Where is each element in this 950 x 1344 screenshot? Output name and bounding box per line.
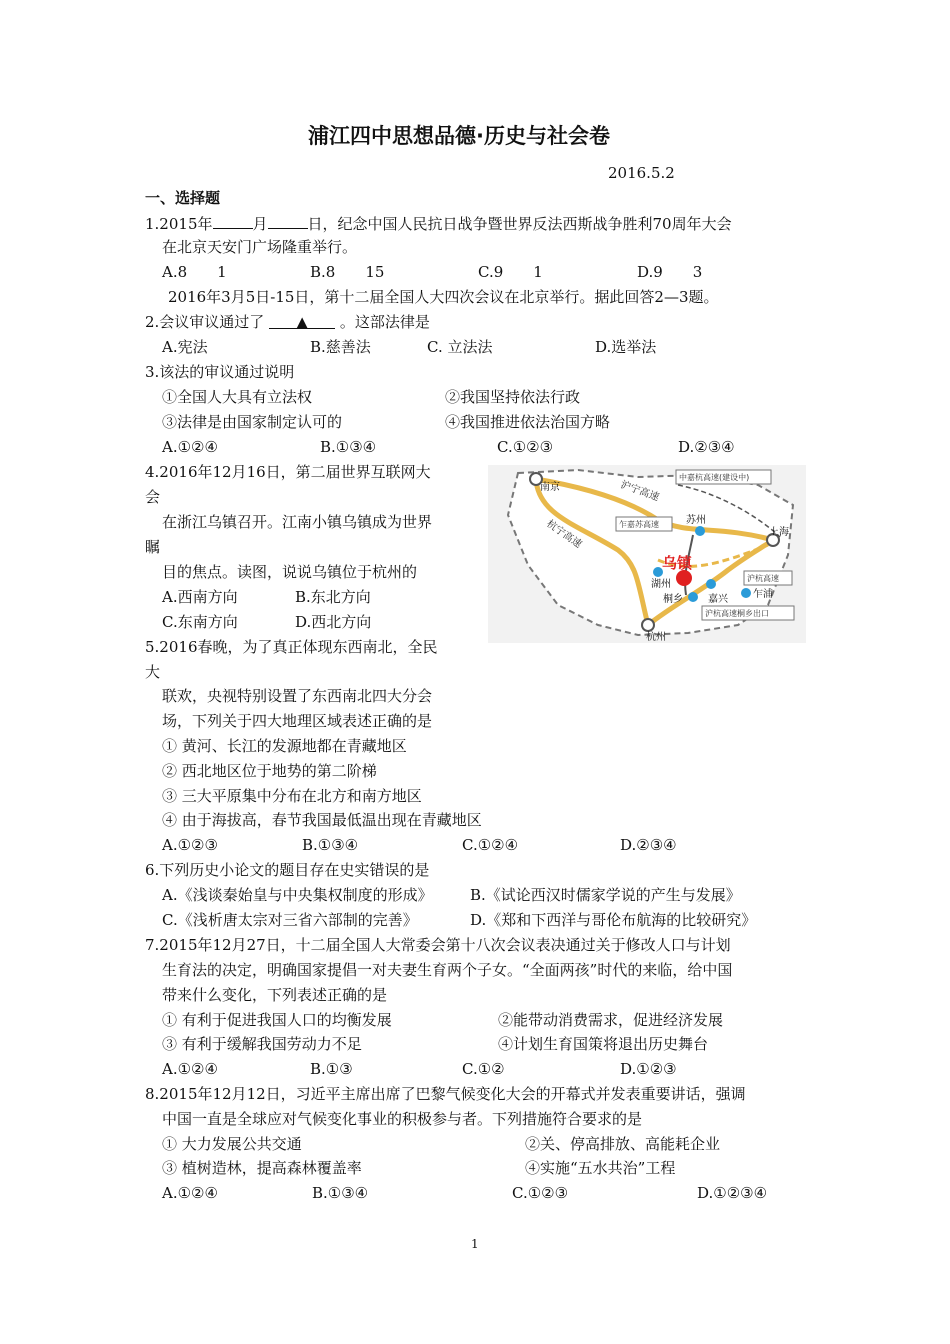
q7-item-4: ④计划生育国策将退出历史舞台 xyxy=(498,1035,709,1053)
map-label-hangzhou: 杭州 xyxy=(646,632,666,643)
q1-option-a: A.8 1 xyxy=(162,263,227,281)
q3-option-d: D.②③④ xyxy=(678,438,735,456)
q8-item-2: ②关、停高排放、高能耗企业 xyxy=(525,1135,721,1153)
q5-item-4: ④ 由于海拔高，春节我国最低温出现在青藏地区 xyxy=(162,811,482,829)
q7-option-d: D.①②③ xyxy=(620,1060,677,1078)
q7-line-2: 生育法的决定，明确国家提倡一对夫妻生育两个子女。“全面两孩”时代的来临，给中国 xyxy=(162,961,733,979)
q1-stem-line2: 在北京天安门广场隆重举行。 xyxy=(162,238,358,256)
q1-option-b: B.8 15 xyxy=(310,263,385,281)
q7-option-b: B.①③ xyxy=(310,1060,353,1078)
q8-item-3: ③ 植树造林，提高森林覆盖率 xyxy=(162,1159,362,1177)
map-label-zhongjiahang: 中嘉杭高速(建设中) xyxy=(679,473,750,482)
q5-option-d: D.②③④ xyxy=(620,836,677,854)
section-heading: 一、选择题 xyxy=(145,189,221,207)
q5-line-4: 场，下列关于四大地理区域表述正确的是 xyxy=(162,712,433,730)
map-label-jiaxing: 嘉兴 xyxy=(708,594,728,605)
map-label-huzhou: 湖州 xyxy=(651,579,671,590)
q2-option-a: A.宪法 xyxy=(162,338,208,356)
wuzhen-location-map xyxy=(488,465,806,643)
q1-month-label: 月 xyxy=(252,215,268,233)
q4-line-1: 4.2016年12月16日，第二届世界互联网大 xyxy=(145,463,431,481)
q4-option-a: A.西南方向 xyxy=(162,588,238,606)
page-number: 1 xyxy=(471,1237,479,1251)
q4-line-4: 瞩 xyxy=(145,538,161,556)
q2-option-c: C. 立法法 xyxy=(427,338,493,356)
q6-option-b: B.《试论西汉时儒家学说的产生与发展》 xyxy=(470,886,741,904)
q6-option-a: A.《浅谈秦始皇与中央集权制度的形成》 xyxy=(162,886,433,904)
jiaxing-marker xyxy=(706,579,716,589)
q4-line-5: 目的焦点。读图，说说乌镇位于杭州的 xyxy=(162,563,418,581)
q8-line-1: 8.2015年12月12日，习近平主席出席了巴黎气候变化大会的开幕式并发表重要讲话，强调 xyxy=(145,1085,746,1103)
tongxiang-marker xyxy=(688,592,698,602)
q1-blank-month xyxy=(213,212,253,229)
zhapu-marker xyxy=(741,588,751,598)
map-label-huhang-exit: 沪杭高速桐乡出口 xyxy=(705,609,769,618)
q4-option-d: D.西北方向 xyxy=(295,613,372,631)
map-label-zhajiasu: 乍嘉苏高速 xyxy=(619,520,659,529)
q8-line-2: 中国一直是全球应对气候变化事业的积极参与者。下列措施符合要求的是 xyxy=(162,1110,643,1128)
map-label-zhapu: 乍浦 xyxy=(753,589,773,600)
hangzhou-marker xyxy=(642,619,654,631)
q3-item-1: ①全国人大具有立法权 xyxy=(162,388,313,406)
q5-line-3: 联欢，央视特别设置了东西南北四大分会 xyxy=(162,687,433,705)
q5-line-1: 5.2016春晚，为了真正体现东西南北，全民 xyxy=(145,638,438,656)
q7-option-c: C.①② xyxy=(462,1060,505,1078)
q3-option-a: A.①②④ xyxy=(162,438,218,456)
q3-option-b: B.①③④ xyxy=(320,438,377,456)
q8-item-4: ④实施“五水共治”工程 xyxy=(525,1159,676,1177)
map-label-huhang: 沪杭高速 xyxy=(747,574,779,583)
q4-line-2: 会 xyxy=(145,488,161,506)
q2-stem-start: 2.会议审议通过了 xyxy=(145,313,265,331)
q3-item-4: ④我国推进依法治国方略 xyxy=(445,413,611,431)
q7-item-2: ②能带动消费需求，促进经济发展 xyxy=(498,1011,724,1029)
map-label-nanjing: 南京 xyxy=(540,482,560,493)
q1-stem-line1 xyxy=(145,212,732,234)
q2-option-d: D.选举法 xyxy=(595,338,657,356)
q5-item-3: ③ 三大平原集中分布在北方和南方地区 xyxy=(162,787,422,805)
q3-stem: 3.该法的审议通过说明 xyxy=(145,363,295,381)
q6-stem: 6.下列历史小论文的题目存在史实错误的是 xyxy=(145,861,430,879)
q8-option-c: C.①②③ xyxy=(512,1184,569,1202)
q8-option-d: D.①②③④ xyxy=(697,1184,768,1202)
q5-option-a: A.①②③ xyxy=(162,836,218,854)
intro-q2-q3: 2016年3月5日-15日，第十二届全国人大四次会议在北京举行。据此回答2—3题。 xyxy=(168,288,719,306)
q7-line-3: 带来什么变化，下列表述正确的是 xyxy=(162,986,388,1004)
q8-option-b: B.①③④ xyxy=(312,1184,369,1202)
q3-item-2: ②我国坚持依法行政 xyxy=(445,388,581,406)
q2-blank-triangle: ▲ xyxy=(269,312,335,329)
map-label-huning: 沪宁高速 xyxy=(618,479,661,504)
q5-item-2: ② 西北地区位于地势的第二阶梯 xyxy=(162,762,377,780)
q3-item-3: ③法律是由国家制定认可的 xyxy=(162,413,343,431)
q4-line-3: 在浙江乌镇召开。江南小镇乌镇成为世界 xyxy=(162,513,433,531)
q2-stem-end: 。这部法律是 xyxy=(339,313,430,331)
q1-option-d: D.9 3 xyxy=(637,263,703,281)
q5-option-b: B.①③④ xyxy=(302,836,359,854)
map-label-hangning: 杭宁高速 xyxy=(544,518,584,551)
q1-blank-day xyxy=(268,212,308,229)
map-label-wuzhen: 乌镇 xyxy=(662,554,693,572)
q7-line-1: 7.2015年12月27日，十二届全国人大常委会第十八次会议表决通过关于修改人口与计划 xyxy=(145,936,731,954)
q3-option-c: C.①②③ xyxy=(497,438,554,456)
q7-item-1: ① 有利于促进我国人口的均衡发展 xyxy=(162,1011,392,1029)
wuzhen-marker xyxy=(676,570,692,586)
q8-option-a: A.①②④ xyxy=(162,1184,218,1202)
q6-option-d: D.《郑和下西洋与哥伦布航海的比较研究》 xyxy=(470,911,757,929)
map-label-suzhou: 苏州 xyxy=(686,515,706,526)
q5-option-c: C.①②④ xyxy=(462,836,519,854)
map-label-shanghai: 上海 xyxy=(769,527,789,538)
q1-stem-start: 1.2015年 xyxy=(145,215,213,233)
suzhou-marker xyxy=(695,526,705,536)
q4-option-c: C.东南方向 xyxy=(162,613,238,631)
q4-option-b: B.东北方向 xyxy=(295,588,371,606)
q1-option-c: C.9 1 xyxy=(478,263,543,281)
q2-option-b: B.慈善法 xyxy=(310,338,371,356)
page-title: 浦江四中思想品德·历史与社会卷 xyxy=(308,124,610,148)
q7-item-3: ③ 有利于缓解我国劳动力不足 xyxy=(162,1035,362,1053)
map-label-tongxiang: 桐乡 xyxy=(663,594,683,605)
q5-line-2: 大 xyxy=(145,663,161,681)
exam-date: 2016.5.2 xyxy=(608,164,675,182)
q8-item-1: ① 大力发展公共交通 xyxy=(162,1135,302,1153)
q2-stem xyxy=(145,312,430,332)
q6-option-c: C.《浅析唐太宗对三省六部制的完善》 xyxy=(162,911,418,929)
q7-option-a: A.①②④ xyxy=(162,1060,218,1078)
q5-item-1: ① 黄河、长江的发源地都在青藏地区 xyxy=(162,737,407,755)
q1-stem-rest: 日，纪念中国人民抗日战争暨世界反法西斯战争胜利70周年大会 xyxy=(307,215,732,233)
